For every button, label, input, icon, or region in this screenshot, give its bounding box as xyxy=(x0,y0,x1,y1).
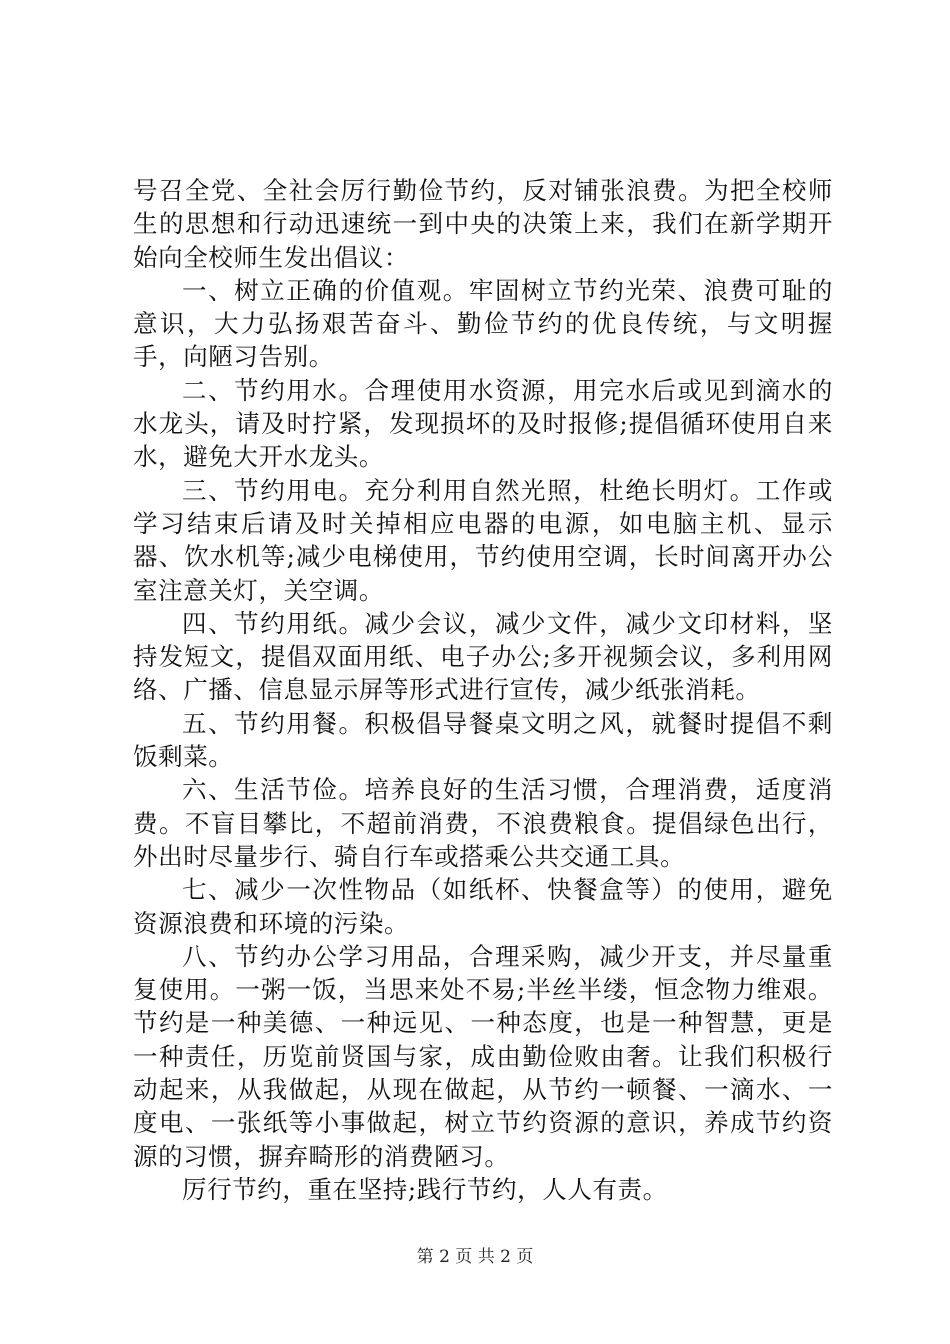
paragraph-closing: 厉行节约，重在坚持;践行节约，人人有责。 xyxy=(182,1174,668,1204)
paragraph-item-5: 五、节约用餐。积极倡导餐桌文明之风，就餐时提倡不剩饭剩菜。 xyxy=(133,708,833,772)
paragraph-item-3: 三、节约用电。充分利用自然光照，杜绝长明灯。工作或学习结束后请及时关掉相应电器的电源，如电脑主机、显示器、饮水机等;减少电梯使用，节约使用空调，长时间离开办公室注意关灯，关空调。 xyxy=(133,475,833,605)
paragraph-item-8: 八、节约办公学习用品，合理采购，减少开支，并尽量重复使用。一粥一饭，当思来处不易;半丝半缕，恒念物力维艰。节约是一种美德、一种远见、一种态度，也是一种智慧，更是一种责任，历览前贤国与家，成由勤俭败由奢。让我们积极行动起来，从我做起，从现在做起，从节约一顿餐、一滴水、一度电、一张纸等小事做起，树立节约资源的意识，养成节约资源的习惯，摒弃畸形的消费陋习。 xyxy=(133,941,833,1171)
paragraph-item-2: 二、节约用水。合理使用水资源，用完水后或见到滴水的水龙头，请及时拧紧，发现损坏的及时报修;提倡循环使用自来水，避免大开水龙头。 xyxy=(133,375,833,472)
paragraph-item-4: 四、节约用纸。减少会议，减少文件，减少文印材料，坚持发短文，提倡双面用纸、电子办公;多开视频会议，多利用网络、广播、信息显示屏等形式进行宣传，减少纸张消耗。 xyxy=(133,608,833,705)
paragraph-intro: 号召全党、全社会厉行勤俭节约，反对铺张浪费。为把全校师生的思想和行动迅速统一到中央的决策上来，我们在新学期开始向全校师生发出倡议： xyxy=(133,176,833,272)
paragraph-item-7: 七、减少一次性物品（如纸杯、快餐盒等）的使用，避免资源浪费和环境的污染。 xyxy=(133,875,833,938)
page-number-footer: 第 2 页 共 2 页 xyxy=(416,1247,534,1267)
document-body xyxy=(133,174,833,1206)
paragraph-item-1: 一、树立正确的价值观。牢固树立节约光荣、浪费可耻的意识，大力弘扬艰苦奋斗、勤俭节约的优良传统，与文明握手，向陋习告别。 xyxy=(133,275,833,372)
paragraph-item-6: 六、生活节俭。培养良好的生活习惯，合理消费，适度消费。不盲目攀比，不超前消费，不浪费粮食。提倡绿色出行，外出时尽量步行、骑自行车或搭乘公共交通工具。 xyxy=(133,775,833,871)
